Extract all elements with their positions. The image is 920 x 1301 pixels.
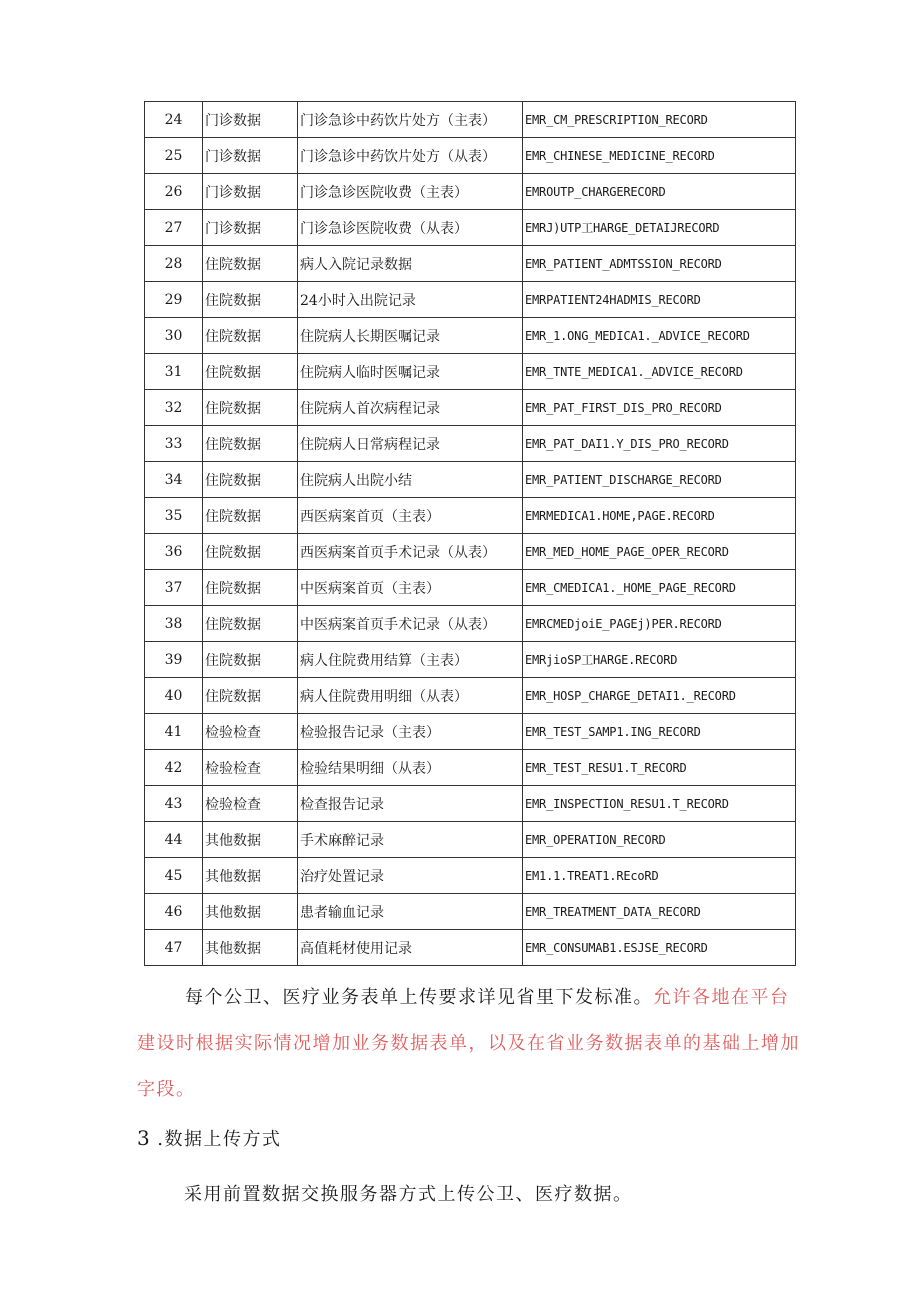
row-number-cell: 40 — [145, 678, 203, 714]
category-cell: 门诊数据 — [203, 174, 298, 210]
record-name-cell: 门诊急诊中药饮片处方（从表） — [298, 138, 523, 174]
record-name-cell: 治疗处置记录 — [298, 858, 523, 894]
table-row — [145, 282, 796, 318]
record-name-cell: 门诊急诊中药饮片处方（主表） — [298, 102, 523, 138]
table-code-cell: EM1.1.TREAT1.REcoRD — [523, 858, 796, 894]
table-row — [145, 318, 796, 354]
table-row — [145, 462, 796, 498]
record-name-cell: 住院病人出院小结 — [298, 462, 523, 498]
table-code-cell: EMR_TNTE_MEDICA1._ADVICE_RECORD — [523, 354, 796, 390]
table-row — [145, 786, 796, 822]
table-body — [145, 102, 796, 966]
category-cell: 住院数据 — [203, 390, 298, 426]
category-cell: 检验检查 — [203, 714, 298, 750]
record-name-cell: 住院病人日常病程记录 — [298, 426, 523, 462]
category-cell: 其他数据 — [203, 930, 298, 966]
data-table — [144, 101, 796, 966]
row-number-cell: 46 — [145, 894, 203, 930]
table-row — [145, 570, 796, 606]
row-number-cell: 37 — [145, 570, 203, 606]
table-row — [145, 894, 796, 930]
table-code-cell: EMR_CM_PRESCRIPTION_RECORD — [523, 102, 796, 138]
category-cell: 住院数据 — [203, 570, 298, 606]
record-name-cell: 中医病案首页（主表） — [298, 570, 523, 606]
table-row — [145, 138, 796, 174]
row-number-cell: 39 — [145, 642, 203, 678]
category-cell: 住院数据 — [203, 606, 298, 642]
record-name-cell: 病人入院记录数据 — [298, 246, 523, 282]
table-row — [145, 714, 796, 750]
category-cell: 住院数据 — [203, 534, 298, 570]
record-name-cell: 检验结果明细（从表） — [298, 750, 523, 786]
category-cell: 住院数据 — [203, 462, 298, 498]
section-title: .数据上传方式 — [157, 1129, 282, 1150]
row-number-cell: 26 — [145, 174, 203, 210]
table-row — [145, 246, 796, 282]
table-code-cell: EMR_PATIENT_DISCHARGE_RECORD — [523, 462, 796, 498]
category-cell: 住院数据 — [203, 642, 298, 678]
category-cell: 住院数据 — [203, 282, 298, 318]
table-code-cell: EMR_OPERATION_RECORD — [523, 822, 796, 858]
row-number-cell: 31 — [145, 354, 203, 390]
row-number-cell: 25 — [145, 138, 203, 174]
table-code-cell: EMRPATIENT24HADMIS_RECORD — [523, 282, 796, 318]
record-name-cell: 门诊急诊医院收费（主表） — [298, 174, 523, 210]
row-number-cell: 27 — [145, 210, 203, 246]
table-row — [145, 642, 796, 678]
table-row — [145, 102, 796, 138]
record-name-cell: 手术麻醉记录 — [298, 822, 523, 858]
section-heading — [137, 1125, 281, 1151]
row-number-cell: 32 — [145, 390, 203, 426]
paragraph-upload-requirements — [137, 975, 807, 1113]
table-code-cell: EMR_TEST_RESU1.T_RECORD — [523, 750, 796, 786]
record-name-cell: 住院病人长期医嘱记录 — [298, 318, 523, 354]
table-row — [145, 534, 796, 570]
table-code-cell: EMR_TEST_SAMP1.ING_RECORD — [523, 714, 796, 750]
table-code-cell: EMROUTP_CHARGERECORD — [523, 174, 796, 210]
table-row — [145, 858, 796, 894]
row-number-cell: 44 — [145, 822, 203, 858]
category-cell: 检验检查 — [203, 786, 298, 822]
table-row — [145, 606, 796, 642]
record-name-cell: 高值耗材使用记录 — [298, 930, 523, 966]
table-code-cell: EMRJ)UTP工HARGE_DETAIJRECORD — [523, 210, 796, 246]
table-code-cell: EMR_CMEDICA1._HOME_PAGE_RECORD — [523, 570, 796, 606]
table-code-cell: EMR_CONSUMAB1.ESJSE_RECORD — [523, 930, 796, 966]
record-name-cell: 检验报告记录（主表） — [298, 714, 523, 750]
record-name-cell: 西医病案首页（主表） — [298, 498, 523, 534]
category-cell: 住院数据 — [203, 318, 298, 354]
row-number-cell: 34 — [145, 462, 203, 498]
row-number-cell: 35 — [145, 498, 203, 534]
paragraph-highlight-text: 允许各地在平台建设时根据实际情况增加业务数据表单，以及在省业务数据表单的基础上增加字段。 — [137, 987, 800, 1100]
table-code-cell: EMR_CHINESE_MEDICINE_RECORD — [523, 138, 796, 174]
record-name-cell: 病人住院费用结算（主表） — [298, 642, 523, 678]
table-row — [145, 822, 796, 858]
table-code-cell: EMR_PATIENT_ADMTSSION_RECORD — [523, 246, 796, 282]
row-number-cell: 47 — [145, 930, 203, 966]
table-row — [145, 498, 796, 534]
category-cell: 住院数据 — [203, 678, 298, 714]
category-cell: 住院数据 — [203, 498, 298, 534]
table-code-cell: EMR_INSPECTION_RESU1.T_RECORD — [523, 786, 796, 822]
paragraph-upload-method: 采用前置数据交换服务器方式上传公卫、医疗数据。 — [184, 1184, 633, 1205]
record-name-cell: 住院病人临时医嘱记录 — [298, 354, 523, 390]
table-code-cell: EMR_PAT_DAI1.Y_DIS_PRO_RECORD — [523, 426, 796, 462]
table-code-cell: EMR_MED_HOME_PAGE_OPER_RECORD — [523, 534, 796, 570]
table-row — [145, 390, 796, 426]
table-row — [145, 426, 796, 462]
row-number-cell: 29 — [145, 282, 203, 318]
record-name-cell: 患者输血记录 — [298, 894, 523, 930]
record-name-cell: 中医病案首页手术记录（从表） — [298, 606, 523, 642]
record-name-cell: 病人住院费用明细（从表） — [298, 678, 523, 714]
paragraph-standard-text: 每个公卫、医疗业务表单上传要求详见省里下发标准。 — [185, 987, 653, 1008]
row-number-cell: 33 — [145, 426, 203, 462]
category-cell: 住院数据 — [203, 354, 298, 390]
category-cell: 检验检查 — [203, 750, 298, 786]
category-cell: 其他数据 — [203, 822, 298, 858]
table-code-cell: EMR_PAT_FIRST_DIS_PRO_RECORD — [523, 390, 796, 426]
table-row — [145, 930, 796, 966]
data-table-container — [144, 101, 796, 966]
category-cell: 门诊数据 — [203, 210, 298, 246]
record-name-cell: 24小时入出院记录 — [298, 282, 523, 318]
section-number: 3 — [137, 1126, 152, 1150]
table-row — [145, 174, 796, 210]
row-number-cell: 45 — [145, 858, 203, 894]
category-cell: 门诊数据 — [203, 102, 298, 138]
table-row — [145, 678, 796, 714]
row-number-cell: 36 — [145, 534, 203, 570]
row-number-cell: 28 — [145, 246, 203, 282]
table-code-cell: EMRCMEDjoiE_PAGEj)PER.RECORD — [523, 606, 796, 642]
record-name-cell: 住院病人首次病程记录 — [298, 390, 523, 426]
table-code-cell: EMRMEDICA1.HOME,PAGE.RECORD — [523, 498, 796, 534]
table-code-cell: EMR_1.ONG_MEDICA1._ADVICE_RECORD — [523, 318, 796, 354]
table-row — [145, 210, 796, 246]
record-name-cell: 门诊急诊医院收费（从表） — [298, 210, 523, 246]
table-row — [145, 750, 796, 786]
category-cell: 其他数据 — [203, 858, 298, 894]
row-number-cell: 43 — [145, 786, 203, 822]
row-number-cell: 38 — [145, 606, 203, 642]
table-code-cell: EMRjioSP工HARGE.RECORD — [523, 642, 796, 678]
table-code-cell: EMR_HOSP_CHARGE_DETAI1._RECORD — [523, 678, 796, 714]
row-number-cell: 41 — [145, 714, 203, 750]
record-name-cell: 检查报告记录 — [298, 786, 523, 822]
table-row — [145, 354, 796, 390]
table-code-cell: EMR_TREATMENT_DATA_RECORD — [523, 894, 796, 930]
row-number-cell: 42 — [145, 750, 203, 786]
category-cell: 住院数据 — [203, 426, 298, 462]
category-cell: 其他数据 — [203, 894, 298, 930]
category-cell: 住院数据 — [203, 246, 298, 282]
row-number-cell: 24 — [145, 102, 203, 138]
category-cell: 门诊数据 — [203, 138, 298, 174]
row-number-cell: 30 — [145, 318, 203, 354]
record-name-cell: 西医病案首页手术记录（从表） — [298, 534, 523, 570]
